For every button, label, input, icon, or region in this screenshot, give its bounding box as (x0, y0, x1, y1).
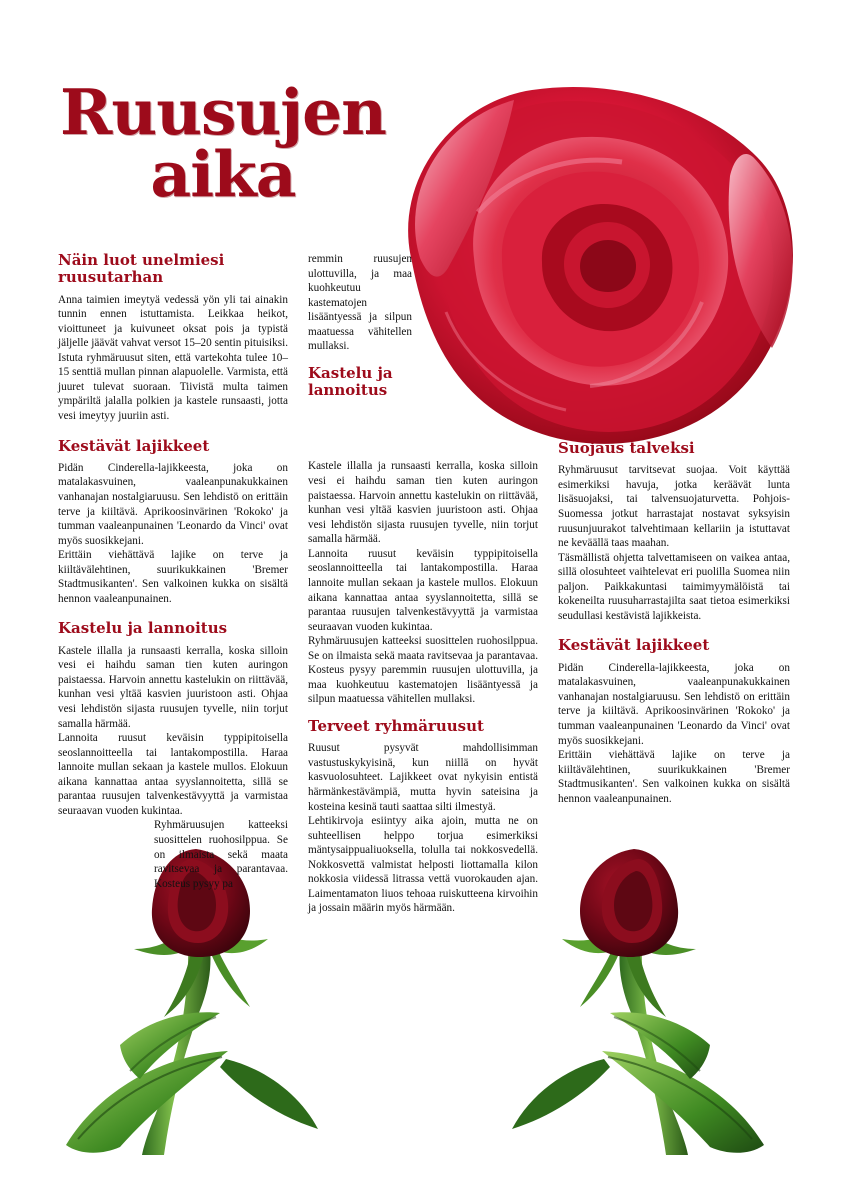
heading-winter-protection: Suojaus talveksi (558, 439, 695, 457)
paragraph-watering-col1: Kastele illalla ja runsaasti kerralla, koska silloin vesi ei haihdu saman tien kuten auringon paistaessa. Harvoin annettu kastelukin on riittävää, kunhan vesi yltää kasvien juuristoon asti. Ohjaa vesi lehdistön sijasta ruusujen tyvelle, niin torjut samalla härmää. (58, 644, 288, 730)
title-line-1: Ruusujen (60, 75, 386, 149)
paragraph-winter-1: Ryhmäruusut tarvitsevat suojaa. Voit käyttää esimerkiksi havuja, jotka keräävät lunta lisäsuojaksi, tai talvensuojaturvetta. Pohjois-Suomessa jotkut harrastajat nostavat syksyisin ruusunjuurakot talvehtimaan kellariin ja istuttavat ne keväällä taas maahan. (558, 464, 790, 550)
paragraph-mulch-col1: Ryhmäruusujen katteeksi suosittelen ruohosilppua. Se on ilmaista sekä maata ravitsevaa ja parantavaa. Kosteus pysyy pa (154, 819, 288, 890)
paragraph-healthy-1: Ruusut pysyvät mahdollisimman vastustuskykyisinä, kun niillä on hyvät kasvuolosuhteet. Lajikkeet ovat nykyisin entistä härmänkestävämpiä, mutta hyvin sateisina ja kosteina kesinä tauti saattaa silti ilmestyä. (308, 742, 538, 813)
heading-watering-col2-line2: lannoitus (308, 381, 388, 400)
heading-watering-col2 (308, 365, 412, 400)
heading-dream-garden-line2: ruusutarhan (58, 268, 164, 287)
column-two-top-block (308, 252, 412, 399)
heading-dream-garden-line1: Näin luot unelmiesi (58, 251, 225, 269)
heading-dream-garden (58, 252, 288, 287)
column-two (308, 252, 538, 916)
column-one (58, 252, 288, 936)
heading-healthy-roses: Terveet ryhmäruusut (308, 717, 484, 735)
paragraph-varieties-col3-2: Erittäin viehättävä lajike on terve ja kiiltävälehtinen, suurikukkainen 'Bremer Stadtmusikanten'. Sen valkoinen kukka on sisältä hennon vaaleanpunainen. (558, 749, 790, 805)
title-line-2: aika (150, 136, 296, 211)
paragraph-healthy-2: Lehtikirvoja esiintyy aika ajoin, mutta ne on suhteellisen helppo torjua esimerkiksi mäntysaippualiuoksella, tolulla tai nokkosvedellä. Nokkosvettä valmistat helposti liottamalla kilon nokkosia viidessä litrassa vettä vuorokauden ajan. Laimentamaton liuos tehoaa ruiskutteena kirvoihin ja jossain määrin myös härmään. (308, 815, 538, 915)
column-three (558, 440, 790, 806)
paragraph-varieties-col3-1: Pidän Cinderella-lajikkeesta, joka on matalakasvuinen, vaaleanpunakukkainen vanhanajan nostalgiaruusu. Sen lehdistö on erittäin terve ja kiiltävä. Aprikoosinvärinen 'Rokoko' ja tumman vaaleanpunainen 'Leonardo da Vinci' ovat myös suosikkejani. (558, 661, 790, 747)
heading-hardy-varieties-col3: Kestävät lajikkeet (558, 636, 710, 655)
paragraph-mulch-col1-wrapper (58, 818, 288, 891)
column-two-main-block (308, 459, 538, 916)
paragraph-fertilizing-col1: Lannoita ruusut keväisin typpipitoisella seoslannoitteella tai lantakompostilla. Haraa lannoite mullan sekaan ja kastele mullos. Elokuun aikana kannattaa antaa syyslannoitetta, sillä se parantaa ruusujen talvenkestävyyttä ja varmistaa seuraavan vuoden kukintaa. (58, 732, 288, 817)
heading-watering-col2-line1: Kastelu ja (308, 363, 393, 382)
paragraph-watering-col2: Kastele illalla ja runsaasti kerralla, koska silloin vesi ei haihdu saman tien kuten auringon paistaessa. Harvoin annettu kastelukin on riittävää, kunhan vesi yltää kasvien juuristoon asti. Ohjaa vesi lehdistön sijasta ruusujen tyvelle, niin torjut samalla härmää. (308, 460, 538, 546)
paragraph-fertilizing-col2: Lannoita ruusut keväisin typpipitoisella seoslannoitteella tai lantakompostilla. Haraa lannoite mullan sekaan ja kastele mullos. Elokuun aikana kannattaa antaa syyslannoitetta, sillä se parantaa ruusujen talvenkestävyyttä ja varmistaa seuraavan vuoden kukintaa. (308, 547, 538, 633)
paragraph-varieties-1: Pidän Cinderella-lajikkeesta, joka on matalakasvuinen, vaaleanpunakukkainen vanhanajan nostalgiaruusu. Sen lehdistö on erittäin terve ja kiiltävä. Aprikoosinvärinen 'Rokoko' ja tumman vaaleanpunainen 'Leonardo da Vinci' ovat myös suosikkejani. (58, 461, 288, 547)
image-wrap-shape (58, 818, 154, 936)
paragraph-winter-2: Täsmällistä ohjetta talvettamiseen on vaikea antaa, sillä olosuhteet vaihtelevat eri puolilla Suomea niin paljon. Paikkakuntasi taimimyymälöistä tai kokeneilta ruusuharrastajilta saat tietoa esimerkiksi seudullasi kestävistä lajikkeista. (558, 551, 790, 622)
paragraph-varieties-2: Erittäin viehättävä lajike on terve ja kiiltävälehtinen, suurikukkainen 'Bremer Stadtmusikanten'. Sen valkoinen kukka on sisältä hennon vaaleanpunainen. (58, 549, 288, 605)
heading-hardy-varieties-col1: Kestävät lajikkeet (58, 436, 210, 455)
page-title (58, 75, 388, 211)
heading-watering-col1: Kastelu ja lannoitus (58, 619, 228, 638)
paragraph-mulch-continued: remmin ruusujen ulottuvilla, ja maa kuohkeutuu kastematojen lisääntyessä ja silpun maatuessa vähitellen mullaksi. (308, 253, 412, 353)
paragraph-mulch-col2: Ryhmäruusujen katteeksi suosittelen ruohosilppua. Se on ilmaista sekä maata ravitsevaa ja parantavaa. Kosteus pysyy paremmin ruusujen ulottuvilla, ja maa kuohkeutuu kastematojen lisääntyessä ja silpun maatuessa vähitellen mullaksi. (308, 635, 538, 706)
paragraph-planting: Anna taimien imeytyä vedessä yön yli tai ainakin tunnin ennen istuttamista. Leikkaa heikot, vioittuneet ja kuivuneet oksat pois ja typistä jäljelle jäävät vahvat versot 15–20 sentin pituisiksi. Istuta ryhmäruusut siten, että vartekohta tulee 10–15 senttiä mullan pinnan alapuolelle. Varmista, että juuret tulevat suoraan. Tiivistä multa taimen ympäriltä jalalla polkien ja kastele runsaasti, jotta vesi imeytyy juuriin asti. (58, 293, 288, 422)
